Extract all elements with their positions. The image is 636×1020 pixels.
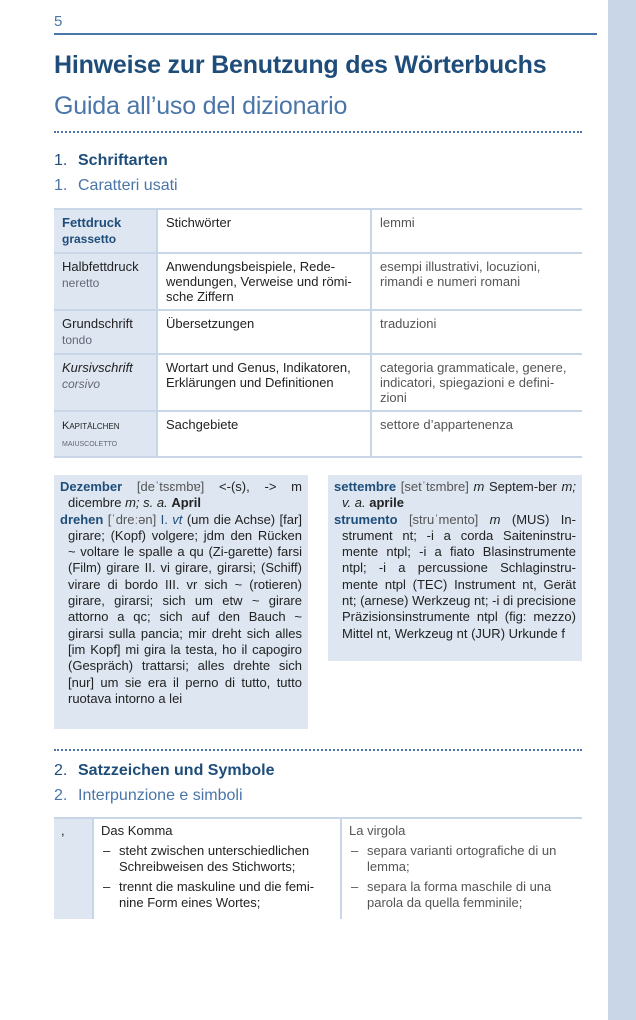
part-of-speech: m: [473, 479, 485, 494]
headword: settembre: [334, 479, 397, 494]
font-use-it: lemmi: [371, 209, 582, 253]
top-rule: [54, 33, 597, 35]
punct-desc-it: [341, 818, 582, 919]
entry-body: (um die Achse) [far] girare; (Kopf) volgere; jdm den Rücken ~ voltare le spalle a qu (Zi-garette) farsi (Film) girare II. vi girare, girarsi; (Schiff) virare di bordo III. vr sich ~ (rotieren) girare, girarsi; sich um etw ~ girare attorno a qc; sich auf den Bauch ~ girarsi sulla pancia; mir dreht sich alles [im Kopf] mi gira la testa, ho il capogiro (Gespräch) trattarsi; alles drehte sich [nur] um sie era il perno di tutto, tutto ruotava intorno a lei: [68, 511, 302, 706]
list-item: – separa la forma maschile di una parola da quella femminile;: [349, 879, 575, 911]
part-of-speech: m: [489, 511, 501, 527]
section2-title-de: Satzzeichen und Symbole: [78, 762, 275, 779]
font-name-cell: [54, 209, 157, 253]
punct-list-de: [101, 843, 333, 911]
sample-entry-de: [54, 475, 308, 729]
font-use-it: esempi illustrativi, locuzioni, rimandi e numeri romani: [371, 253, 582, 310]
font-name-cell: [54, 310, 157, 354]
table-row: [54, 354, 582, 411]
headword: strumento: [334, 511, 398, 527]
section1-title-it: Caratteri usati: [78, 177, 178, 194]
entry-settembre: [334, 479, 576, 512]
font-name-it: corsivo: [62, 377, 101, 391]
font-name-de: Kursivschrift: [62, 360, 133, 375]
page-title-it: Guida all’uso del dizionario: [54, 92, 348, 120]
punctuation-table: [54, 817, 582, 919]
roman-numeral: I.: [160, 511, 168, 527]
cross-ref: April: [171, 495, 201, 511]
font-use-de: Stichwörter: [157, 209, 371, 253]
font-name-cell: [54, 253, 157, 310]
section1-heading-it: [54, 177, 178, 195]
font-use-de: Sachgebiete: [157, 411, 371, 457]
table-row: [54, 209, 582, 253]
font-name-cell: [54, 354, 157, 411]
fonts-table: [54, 208, 582, 458]
section1-number-it: 1.: [54, 177, 68, 194]
section1-number: 1.: [54, 152, 68, 169]
font-name-de: Halbfettdruck: [62, 259, 139, 274]
section1-heading-de: [54, 152, 168, 170]
section2-number: 2.: [54, 762, 68, 779]
table-row: [54, 253, 582, 310]
phonetics: [deˈtsɛmbɐ]: [136, 479, 205, 494]
divider: [54, 131, 582, 133]
table-row: [54, 411, 582, 457]
grammar-info: <-(s), -> m: [219, 479, 302, 494]
font-name-cell: [54, 411, 157, 457]
part-of-speech: vt: [172, 511, 183, 527]
punct-symbol: ,: [54, 818, 93, 919]
page-edge-tab: [608, 0, 636, 1020]
font-name-it: tondo: [62, 333, 93, 347]
font-use-de: Wortart und Genus, Indikatoren, Erklärungen und Definitionen: [157, 354, 371, 411]
cross-ref-label: m; s. a.: [125, 495, 168, 511]
entry-body: (MUS) In-strument nt; -i a corda Saiteninstru-mente ntpl; -i a fiato Blasinstrumente ntpl; -i a percussione Schlaginstru-mente ntpl (TEC) Instrument nt, Gerät nt; (arnese) Werkzeug nt; -i di precisione Präzisionsinstrumente ntpl (fig: mezzo) Mittel nt, Werkzeug nt (JUR) Urkunde f: [342, 511, 576, 641]
section2-title-it: Interpunzione e simboli: [78, 787, 243, 804]
section2-heading-it: [54, 787, 243, 805]
entry-drehen: [60, 512, 302, 708]
list-item: – steht zwischen unterschiedlichen Schreibweisen des Stichworts;: [101, 843, 333, 875]
cross-ref-label: m; v. a.: [342, 479, 576, 511]
font-name-de: Kapitälchen: [62, 420, 120, 432]
font-name-it: grassetto: [62, 232, 117, 246]
font-name-de: Fettdruck: [62, 215, 122, 230]
phonetics: [setˈtɛmbre]: [400, 479, 469, 494]
font-name-de: Grundschrift: [62, 316, 133, 331]
font-name-it: neretto: [62, 276, 100, 290]
font-use-de: Übersetzungen: [157, 310, 371, 354]
table-row: [54, 310, 582, 354]
page-title-de: Hinweise zur Benutzung des Wörterbuchs: [54, 51, 547, 79]
punct-desc-de: [93, 818, 341, 919]
font-name-it: maiuscoletto: [62, 438, 118, 449]
entry-dezember: [60, 479, 302, 512]
cross-ref: aprile: [369, 495, 404, 511]
page-number: 5: [54, 13, 63, 30]
section2-heading-de: [54, 762, 274, 780]
table-row: [54, 818, 582, 919]
punct-title-de: Das Komma: [101, 823, 173, 838]
punct-list-it: [349, 843, 575, 911]
headword: Dezember: [60, 479, 123, 494]
translation: Septem-ber: [488, 479, 557, 494]
phonetics: [ˈdreːən]: [107, 511, 157, 527]
entry-strumento: [334, 512, 576, 642]
headword: drehen: [60, 511, 104, 527]
list-item: – trennt die maskuline und die femi-nine Form eines Wortes;: [101, 879, 333, 911]
list-item: – separa varianti ortografiche di un lemma;: [349, 843, 575, 875]
font-use-it: traduzioni: [371, 310, 582, 354]
font-use-it: settore d’appartenenza: [371, 411, 582, 457]
section2-number-it: 2.: [54, 787, 68, 804]
divider: [54, 749, 582, 751]
translation: dicembre: [68, 495, 122, 511]
sample-entry-it: [328, 475, 582, 661]
phonetics: [struˈmento]: [408, 511, 479, 527]
punct-title-it: La virgola: [349, 823, 406, 838]
section1-title-de: Schriftarten: [78, 152, 168, 169]
font-use-it: categoria grammaticale, genere, indicatori, spiegazioni e defini-zioni: [371, 354, 582, 411]
font-use-de: Anwendungsbeispiele, Rede-wendungen, Verweise und römi-sche Ziffern: [157, 253, 371, 310]
